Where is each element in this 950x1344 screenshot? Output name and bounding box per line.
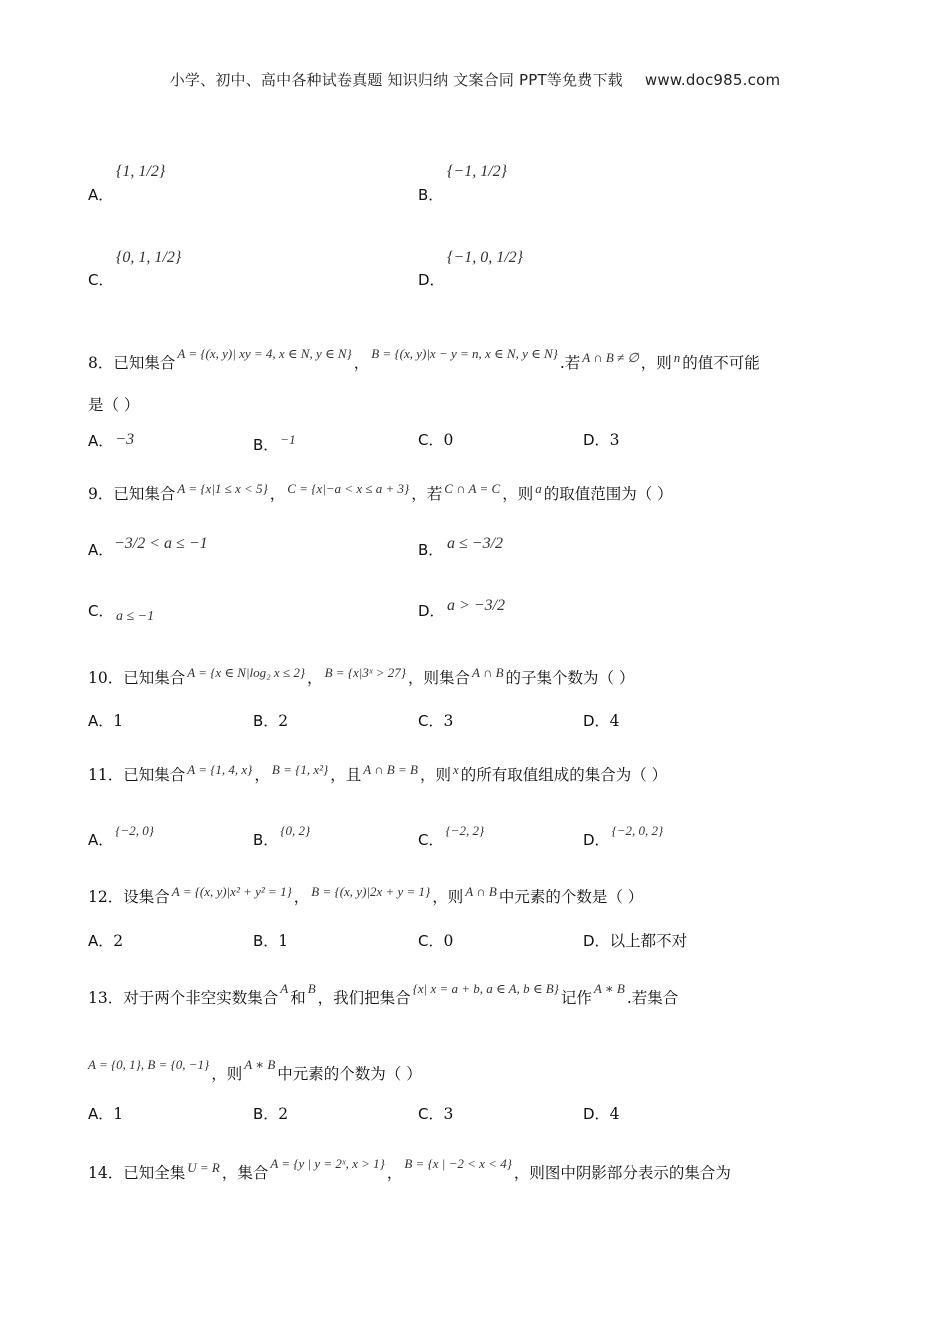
q13-op: A ∗ B — [593, 981, 625, 996]
q9-set-c: C = {x|−a < x ≤ a + 3} — [287, 481, 410, 496]
q12-stem: 12．设集合 A = {(x, y)|x² + y² = 1} ， B = {(x, y)|2x + y = 1} ，则 A ∩ B 中元素的个数是（ ） — [88, 881, 643, 908]
q13-option-c[interactable]: C．3 — [418, 1105, 454, 1123]
q8-option-a[interactable]: A． −3 — [88, 431, 135, 450]
q7-option-c-math: {0, 1, 1/2} — [116, 249, 182, 266]
q10-set-a: A = {x ∈ N|log₂ x ≤ 2} — [187, 665, 306, 680]
q10-option-d[interactable]: D．4 — [583, 712, 620, 730]
q14-set-a: A = {y | y = 2ˣ, x > 1} — [270, 1156, 385, 1171]
q9-option-d[interactable]: D． — [418, 602, 445, 620]
q11-var: x — [452, 762, 459, 777]
q11-option-d[interactable]: D．{−2, 0, 2} — [583, 823, 664, 849]
q13-var-a: A — [280, 981, 289, 996]
q14-set-b: B = {x | −2 < x < 4} — [404, 1156, 512, 1171]
q10-option-c[interactable]: C．3 — [418, 712, 454, 730]
q12-option-a[interactable]: A．2 — [88, 932, 124, 950]
q9-stem: 9．已知集合 A = {x|1 ≤ x < 5} ， C = {x|−a < x ≤ a + 3} ，若 C ∩ A = C ，则 a 的取值范围为（ ） — [88, 478, 673, 505]
q11-option-b[interactable]: B．{0, 2} — [253, 823, 311, 849]
q12-condition: A ∩ B — [465, 884, 497, 899]
q12-set-a: A = {(x, y)|x² + y² = 1} — [171, 884, 292, 899]
header-site-link[interactable]: www.doc985.com — [644, 71, 781, 89]
q12-set-b: B = {(x, y)|2x + y = 1} — [311, 884, 431, 899]
q10-set-b: B = {x|3ˣ > 27} — [324, 665, 406, 680]
q13-var-b: B — [307, 981, 316, 996]
q12-option-c[interactable]: C．0 — [418, 932, 454, 950]
q9-option-c-math: a ≤ −1 — [116, 609, 155, 624]
q8-option-b[interactable]: B． −1 — [253, 432, 296, 454]
q9-option-a[interactable]: A． — [88, 541, 114, 559]
q11-set-b: B = {1, x²} — [271, 762, 329, 777]
q13-option-d[interactable]: D．4 — [583, 1105, 620, 1123]
q8-stem-line2: 是（ ） — [88, 396, 140, 414]
q9-var: a — [535, 481, 542, 496]
q13-stem: 13．对于两个非空实数集合A和B，我们把集合{x| x = a + b, a ∈ A, b ∈ B}记作A ∗ B.若集合 — [88, 978, 678, 1009]
q13-option-b[interactable]: B．2 — [253, 1105, 289, 1123]
q10-stem: 10．已知集合 A = {x ∈ N|log₂ x ≤ 2} ， B = {x|3ˣ > 27} ，则集合 A ∩ B 的子集个数为（ ） — [88, 662, 634, 689]
q10-condition: A ∩ B — [471, 665, 504, 680]
q13-option-a[interactable]: A．1 — [88, 1105, 124, 1123]
q9-set-a: A = {x|1 ≤ x < 5} — [177, 481, 268, 496]
q13-sets: A = {0, 1}, B = {0, −1} — [88, 1057, 210, 1072]
q8-stem: 8．已知集合A = {(x, y)| xy = 4, x ∈ N, y ∈ N}，B = {(x, y)|x − y = n, x ∈ N, y ∈ N}.若 A ∩ B ≠ ∅ ，则 n 的值不可能 — [88, 343, 760, 374]
q9-option-b[interactable]: B． — [418, 541, 444, 559]
q9-condition: C ∩ A = C — [444, 481, 501, 496]
q13-op-2: A ∗ B — [244, 1057, 276, 1072]
q12-option-d[interactable]: D．以上都不对 — [583, 932, 688, 950]
q10-option-b[interactable]: B．2 — [253, 712, 289, 730]
q9-option-d-math: a > −3/2 — [447, 597, 506, 614]
q13-stem-line2: A = {0, 1}, B = {0, −1}，则A ∗ B中元素的个数为（ ） — [88, 1054, 422, 1085]
q9-option-b-math: a ≤ −3/2 — [447, 535, 504, 552]
q10-option-a[interactable]: A．1 — [88, 712, 124, 730]
q11-option-c[interactable]: C．{−2, 2} — [418, 823, 485, 849]
q7-option-a-math: {1, 1/2} — [116, 163, 166, 180]
q7-option-d-math: {−1, 0, 1/2} — [447, 249, 524, 266]
q13-set-def: {x| x = a + b, a ∈ A, b ∈ B} — [412, 981, 559, 996]
q7-option-a[interactable]: A． — [88, 186, 114, 204]
q14-universe: U = R — [187, 1160, 220, 1175]
q7-option-c[interactable]: C． — [88, 271, 114, 289]
q7-option-d[interactable]: D． — [418, 271, 445, 289]
q7-option-b-math: {−1, 1/2} — [447, 163, 508, 180]
q9-option-c[interactable]: C． — [88, 602, 114, 620]
q8-option-d[interactable]: D．3 — [583, 431, 620, 449]
q11-set-a: A = {1, 4, x} — [187, 762, 253, 777]
header-text: 小学、初中、高中各种试卷真题 知识归纳 文案合同 PPT等免费下载 — [169, 71, 623, 89]
q8-set-a: A = {(x, y)| xy = 4, x ∈ N, y ∈ N} — [177, 346, 352, 361]
q7-option-b[interactable]: B． — [418, 186, 444, 204]
page-header — [0, 69, 950, 90]
q8-set-b: B = {(x, y)|x − y = n, x ∈ N, y ∈ N} — [371, 346, 558, 361]
q11-option-a[interactable]: A．{−2, 0} — [88, 823, 154, 849]
q12-option-b[interactable]: B．1 — [253, 932, 289, 950]
q11-stem: 11．已知集合 A = {1, 4, x} ， B = {1, x²} ，且 A ∩ B = B ，则 x 的所有取值组成的集合为（ ） — [88, 759, 667, 786]
q14-stem: 14．已知全集 U = R ，集合A = {y | y = 2ˣ, x > 1}，B = {x | −2 < x < 4}，则图中阴影部分表示的集合为 — [88, 1153, 731, 1184]
q8-var: n — [673, 350, 681, 365]
q11-condition: A ∩ B = B — [363, 762, 418, 777]
q9-option-a-math: −3/2 < a ≤ −1 — [114, 535, 208, 552]
q8-condition: A ∩ B ≠ ∅ — [582, 350, 639, 365]
q8-option-c[interactable]: C．0 — [418, 431, 454, 449]
